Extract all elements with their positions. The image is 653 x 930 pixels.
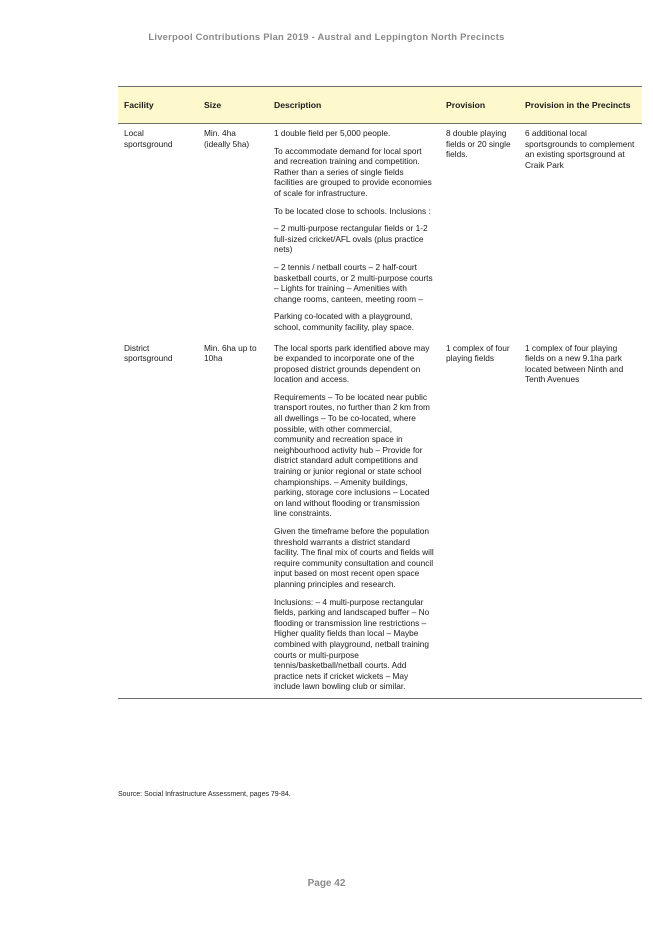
cell-facility: Local sportsground [124, 128, 173, 149]
column-header-provision: Provision [440, 87, 519, 124]
column-header-description: Description [268, 87, 440, 124]
column-header-facility: Facility [118, 87, 198, 124]
description-paragraph: To be located close to schools. Inclusions : [274, 205, 431, 216]
page-header-title: Liverpool Contributions Plan 2019 - Austral and Leppington North Precincts [148, 31, 505, 42]
description-paragraph: Given the timeframe before the population threshold warrants a district standard facility. The final mix of courts and fields will require community consultation and council input based on most recent open space planning principles and research. [274, 526, 434, 589]
description-paragraph: Parking co-located with a playground, school, community facility, play space. [274, 311, 415, 332]
table-header-row [118, 87, 642, 124]
description-paragraph: To accommodate demand for local sport and recreation training and competition. Rather than a series of single fields facilities are grouped to provide economies of scale for infrastructure. [274, 145, 432, 198]
cell-description [268, 124, 440, 339]
cell-provision: 8 double playing fields or 20 single fields. [446, 128, 511, 160]
table-row [118, 339, 642, 699]
page-number: Page 42 [307, 878, 346, 889]
column-header-size: Size [198, 87, 268, 124]
description-paragraph: Requirements – To be located near public transport routes, no further than 2 km from all dwellings – To be co-located, where possible, with other commercial, community and recreation space in neighbourhood activity hub – Provide for district standard adult competitions and training or junior regional or state school championships. – Amenity buildings, parking, storage core inclusions – Located on land without flooding or transmission line constraints. [274, 391, 430, 519]
column-header-precincts: Provision in the Precincts [519, 87, 642, 124]
facilities-table [118, 86, 642, 699]
cell-description [268, 339, 440, 699]
cell-size: Min. 6ha up to 10ha [198, 339, 268, 699]
description-paragraph: 1 double field per 5,000 people. [274, 128, 391, 138]
cell-provision: 1 complex of four playing fields [440, 339, 519, 699]
description-paragraph: – 2 tennis / netball courts – 2 half-court basketball courts, or 2 multi-purpose courts – Lights for training – Amenities with change rooms, canteen, meeting room – [274, 261, 433, 304]
cell-precincts: 1 complex of four playing fields on a new 9.1ha park located between Ninth and Tenth Avenues [519, 339, 642, 699]
cell-precincts: 6 additional local sportsgrounds to complement an existing sportsground at Craik Park [525, 128, 635, 170]
table-row [118, 124, 642, 339]
description-paragraph: – 2 multi-purpose rectangular fields or 1-2 full-sized cricket/AFL ovals (plus practice nets) [274, 223, 428, 255]
description-paragraph: Inclusions: – 4 multi-purpose rectangular fields, parking and landscaped buffer – No flooding or transmission line restrictions – Higher quality fields than local – Maybe combined with playground, netball training courts or multi-purpose tennis/basketball/netball courts. Add practice nets if cricket wickets – May include lawn bowling club or similar. [274, 596, 430, 692]
cell-size: Min. 4ha (ideally 5ha) [204, 128, 250, 149]
source-note: Source: Social Infrastructure Assessment, pages 79-84. [118, 791, 291, 798]
cell-facility: District sportsground [118, 339, 198, 699]
description-paragraph: The local sports park identified above may be expanded to incorporate one of the proposed district grounds dependent on location and access. [274, 342, 430, 385]
